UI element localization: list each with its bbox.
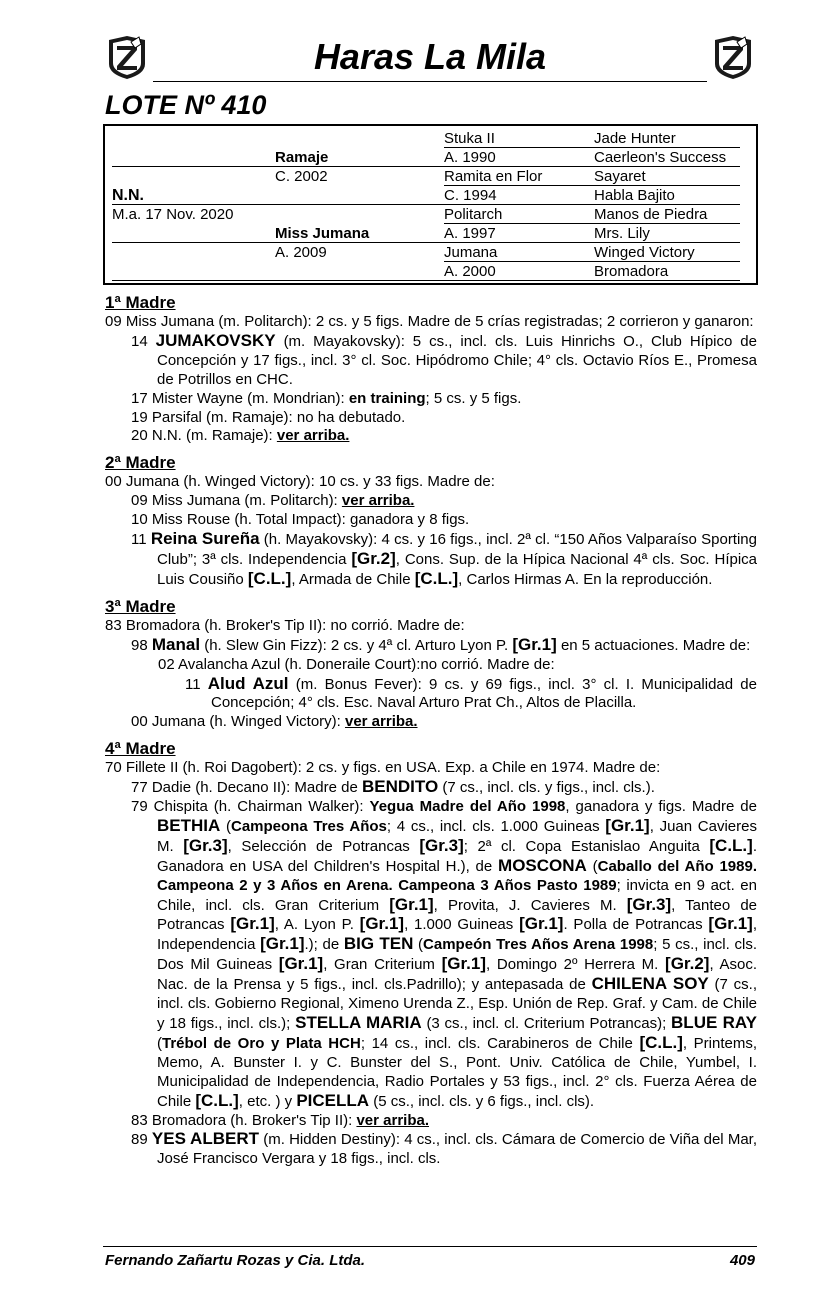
entry-text: ( bbox=[157, 1034, 162, 1052]
emphasis-text: PICELLA bbox=[296, 1090, 370, 1110]
pedigree-entry: 70 Fillete II (h. Roi Dagobert): 2 cs. y figs. en USA. Exp. a Chile en 1974. Madre de: bbox=[105, 759, 661, 777]
emphasis-text: en training bbox=[348, 389, 426, 407]
emphasis-text: [Gr.3] bbox=[419, 835, 464, 855]
entry-text: ; invicta en 9 act. en Chile, incl. cls. Gran Criterium bbox=[157, 876, 757, 914]
pedigree-entry bbox=[105, 332, 757, 390]
pedigree-table bbox=[103, 124, 758, 285]
entry-text: .); de bbox=[304, 936, 344, 954]
emphasis-text: Trébol de Oro y Plata HCH bbox=[162, 1034, 361, 1052]
emphasis-text: [C.L.] bbox=[709, 835, 753, 855]
emphasis-text: [C.L.] bbox=[247, 568, 292, 588]
emphasis-text: [C.L.] bbox=[639, 1032, 683, 1052]
pedigree-ancestor: Mrs. Lily bbox=[594, 225, 650, 242]
emphasis-text: BENDITO bbox=[361, 777, 439, 797]
entry-text: , Carlos Hirmas A. En la reproducción. bbox=[458, 570, 713, 588]
pedigree-ancestor: Winged Victory bbox=[594, 244, 695, 261]
entry-text: (m. Mayakovsky): 5 cs., incl. cls. Luis Hinrichs O., Club Hípico de Concepción y 17 figs., incl. 3° cl. Soc. Hipódromo Chile; 4° cls. Octavio Ríos E., Promesa de Potrillos en CHC. bbox=[157, 332, 757, 388]
entry-text: 89 bbox=[131, 1131, 152, 1149]
pedigree-ancestor: Ramita en Flor bbox=[444, 168, 543, 185]
pedigree-rule bbox=[444, 261, 740, 262]
pedigree-entry bbox=[105, 1130, 757, 1169]
pedigree-entry bbox=[105, 427, 757, 446]
pedigree-ancestor: Sayaret bbox=[594, 168, 646, 185]
pedigree-entry bbox=[105, 390, 757, 409]
emphasis-text: [Gr.2] bbox=[665, 954, 710, 974]
entry-text: . Ganadora en USA del Children's Hospital H.), de bbox=[157, 837, 757, 875]
header-rule bbox=[153, 81, 707, 82]
emphasis-text: STELLA MARIA bbox=[295, 1013, 422, 1032]
emphasis-text: [Gr.3] bbox=[183, 835, 228, 855]
pedigree-rule bbox=[444, 223, 740, 224]
emphasis-text: CHILENA SOY bbox=[591, 974, 709, 994]
lot-number: LOTE Nº 410 bbox=[105, 90, 267, 120]
pedigree-entry bbox=[105, 713, 757, 732]
entry-text: ; 14 cs., incl. cls. Carabineros de Chile bbox=[360, 1034, 640, 1052]
page-number: 409 bbox=[729, 1252, 755, 1269]
pedigree-entry bbox=[105, 675, 757, 714]
section-heading: 1ª Madre bbox=[105, 293, 176, 312]
pedigree-entry: 10 Miss Rouse (h. Total Impact): ganadora y 8 figs. bbox=[131, 511, 470, 529]
pedigree-ancestor: Manos de Piedra bbox=[594, 206, 708, 223]
pedigree-ancestor: Habla Bajito bbox=[594, 187, 675, 204]
pedigree-entry: 09 Miss Jumana (m. Politarch): 2 cs. y 5 figs. Madre de 5 crías registradas; 2 corrieron y ganaron: bbox=[105, 313, 754, 330]
entry-text: (h. Slew Gin Fizz): 2 cs. y 4ª cl. Arturo Lyon P. bbox=[200, 636, 513, 654]
pedigree-rule bbox=[444, 185, 740, 186]
entry-text: (h. Mayakovsky): 4 cs. y 16 figs., incl. 2ª cl. “150 Años Valparaíso Sporting Club”; 3ª cls. Independencia bbox=[157, 531, 757, 568]
footer-rule bbox=[103, 1246, 757, 1247]
entry-text: ( bbox=[586, 857, 598, 875]
emphasis-text: BETHIA bbox=[157, 815, 221, 835]
emphasis-text: Campeona Tres Años bbox=[230, 817, 387, 835]
pedigree-entry bbox=[105, 492, 757, 511]
entry-text: ; 4 cs., incl. cls. 1.000 Guineas bbox=[386, 817, 606, 835]
pedigree-entry: 00 Jumana (h. Winged Victory): 10 cs. y 33 figs. Madre de: bbox=[105, 473, 495, 491]
sire-name: Ramaje bbox=[275, 149, 329, 166]
entry-text: , ganadora y figs. Madre de bbox=[565, 798, 757, 816]
entry-text: 20 N.N. (m. Ramaje): bbox=[131, 427, 277, 445]
dam-year: A. 2009 bbox=[275, 244, 327, 261]
pedigree-ancestor: A. 1997 bbox=[444, 225, 496, 242]
entry-text: 09 Miss Jumana (m. Politarch): bbox=[131, 492, 342, 510]
emphasis-text: YES ALBERT bbox=[151, 1129, 259, 1149]
emphasis-text: [Gr.1] bbox=[519, 914, 564, 934]
page-header bbox=[103, 30, 757, 84]
entry-text: 14 bbox=[131, 332, 156, 350]
pedigree-ancestor: A. 1990 bbox=[444, 149, 496, 166]
emphasis-text: JUMAKOVSKY bbox=[155, 330, 276, 350]
entry-text: 77 Dadie (h. Decano II): Madre de bbox=[131, 779, 362, 797]
emphasis-text: [Gr.2] bbox=[351, 548, 396, 568]
pedigree-ancestor: Caerleon's Success bbox=[594, 149, 727, 166]
emphasis-text: MOSCONA bbox=[498, 855, 587, 875]
entry-text: ; 5 cs. y 5 figs. bbox=[425, 389, 522, 407]
emphasis-text: [Gr.1] bbox=[260, 934, 305, 954]
entry-text: , A. Lyon P. bbox=[274, 916, 360, 934]
pedigree-entry: 02 Avalancha Azul (h. Doneraile Court):no corrió. Madre de: bbox=[158, 655, 555, 673]
page-title: Haras La Mila bbox=[313, 36, 547, 77]
entry-text: (m. Hidden Destiny): 4 cs., incl. cls. Cámara de Comercio de Viña del Mar, José Francisco Vergara y 18 figs., incl. cls. bbox=[157, 1131, 757, 1168]
entry-text: , Independencia bbox=[157, 916, 757, 954]
sire-year: C. 2002 bbox=[275, 168, 328, 185]
entry-text: (5 cs., incl. cls. y 6 figs., incl. cls). bbox=[369, 1092, 595, 1110]
emphasis-text: [Gr.1] bbox=[278, 954, 324, 974]
emphasis-text: BLUE RAY bbox=[671, 1013, 757, 1032]
entry-text: 11 bbox=[185, 675, 208, 693]
emphasis-text: Campeón Tres Años Arena 1998 bbox=[423, 936, 654, 954]
entry-text: ; 2ª cl. Copa Estanislao Anguita bbox=[463, 837, 710, 855]
emphasis-text: [Gr.1] bbox=[359, 914, 405, 934]
pedigree-rule bbox=[112, 166, 740, 167]
footer-company: Fernando Zañartu Rozas y Cia. Ltda. bbox=[105, 1252, 366, 1269]
pedigree-entry bbox=[105, 798, 757, 1112]
pedigree-entry bbox=[105, 778, 757, 798]
cross-reference: ver arriba. bbox=[341, 492, 415, 510]
emphasis-text: [Gr.1] bbox=[441, 954, 487, 974]
emphasis-text: [Gr.1] bbox=[605, 815, 650, 835]
emphasis-text: BIG TEN bbox=[343, 934, 414, 954]
entry-text: , Domingo 2º Herrera M. bbox=[486, 956, 666, 974]
emphasis-text: Caballo del Año 1989. Campeona 2 y 3 Años en Arena. Campeona 3 Años Pasto 1989 bbox=[157, 857, 757, 894]
pedigree-entry: 83 Bromadora (h. Broker's Tip II): no corrió. Madre de: bbox=[105, 616, 465, 634]
emphasis-text: Alud Azul bbox=[207, 673, 289, 693]
entry-text: (m. Bonus Fever): 9 cs. y 69 figs., incl. 3° cl. I. Municipalidad de Concepción; 4° cls. Esc. Naval Arturo Prat Ch., Altos de Placilla. bbox=[211, 675, 757, 712]
entry-text: , Provita, J. Cavieres M. bbox=[433, 896, 627, 914]
pedigree-ancestor: C. 1994 bbox=[444, 187, 497, 204]
pedigree-ancestor: Politarch bbox=[444, 206, 503, 223]
entry-text: , 1.000 Guineas bbox=[404, 916, 520, 934]
entry-text: 79 Chispita (h. Chairman Walker): bbox=[131, 798, 370, 816]
pedigree-entry: 19 Parsifal (m. Ramaje): no ha debutado. bbox=[131, 408, 406, 426]
entry-text: 17 Mister Wayne (m. Mondrian): bbox=[131, 389, 349, 407]
entry-text: ( bbox=[220, 817, 231, 835]
entry-text: , etc. ) y bbox=[238, 1092, 297, 1110]
foal-name: N.N. bbox=[112, 187, 144, 204]
section-heading: 4ª Madre bbox=[105, 739, 176, 759]
section-heading: 3ª Madre bbox=[105, 596, 176, 616]
pedigree-ancestor: Bromadora bbox=[594, 263, 669, 280]
entry-text: 00 Jumana (h. Winged Victory): bbox=[131, 713, 345, 731]
entry-text: 83 Bromadora (h. Broker's Tip II): bbox=[131, 1111, 357, 1129]
emphasis-text: Reina Sureña bbox=[150, 529, 260, 549]
entry-text: (7 cs., incl. cls. y figs., incl. cls.). bbox=[438, 779, 655, 797]
emphasis-text: [Gr.3] bbox=[626, 894, 672, 914]
pedigree-ancestor: Jumana bbox=[444, 244, 498, 261]
entry-text: , Printems, Memo, A. Bunster I. y C. Bunster del S., Pont. Univ. Católica de Chile, Yumbel, I. Municipalidad de Independencia, Radio Portales y 53 figs., incl. 2° cls. Fuerza Aérea de Chile bbox=[157, 1034, 757, 1110]
entry-text: 98 bbox=[131, 636, 152, 654]
emphasis-text: [C.L.] bbox=[195, 1090, 239, 1110]
cross-reference: ver arriba. bbox=[356, 1111, 429, 1129]
cross-reference: ver arriba. bbox=[344, 713, 418, 731]
emphasis-text: [Gr.1] bbox=[230, 914, 275, 934]
entry-text: . Polla de Potrancas bbox=[563, 916, 709, 934]
entry-text: ; 5 cs., incl. cls. Dos Mil Guineas bbox=[157, 936, 757, 974]
pedigree-entry bbox=[105, 530, 757, 590]
entry-text: 11 bbox=[131, 531, 151, 549]
pedigree-rule bbox=[112, 204, 740, 205]
entry-text: , Selección de Potrancas bbox=[227, 837, 420, 855]
emphasis-text: [C.L.] bbox=[414, 568, 459, 588]
entry-text: , Gran Criterium bbox=[323, 956, 442, 974]
emphasis-text: Manal bbox=[151, 634, 201, 654]
emphasis-text: [Gr.1] bbox=[512, 634, 557, 654]
entry-text: , Tanteo de Potrancas bbox=[157, 896, 758, 934]
foal-info: M.a. 17 Nov. 2020 bbox=[112, 206, 234, 223]
pedigree-entry bbox=[105, 1112, 757, 1131]
entry-text: ( bbox=[413, 936, 424, 954]
pedigree-rule bbox=[112, 280, 740, 281]
pedigree-entry bbox=[105, 636, 757, 656]
section-heading: 2ª Madre bbox=[105, 453, 176, 473]
emphasis-text: Yegua Madre del Año 1998 bbox=[369, 798, 566, 816]
cross-reference: ver arriba. bbox=[276, 427, 350, 445]
entry-text: en 5 actuaciones. Madre de: bbox=[556, 636, 751, 654]
haras-logo-icon bbox=[711, 34, 755, 80]
entry-text: (7 cs., incl. cls. Gobierno Regional, Ximeno Urenda Z., Esp. Unión de Rep. Graf. y Cam. de Chile y 18 figs., incl. cls.); bbox=[157, 976, 758, 1032]
pedigree-ancestor: Jade Hunter bbox=[594, 130, 676, 147]
entry-text: , Juan Cavieres M. bbox=[157, 817, 757, 855]
entry-text: , Cons. Sup. de la Hípica Nacional 4ª cls. Soc. Hípica Luis Cousiño bbox=[157, 550, 757, 588]
pedigree-rule bbox=[444, 147, 740, 148]
pedigree-ancestor: Stuka II bbox=[444, 130, 495, 147]
entry-text: , Armada de Chile bbox=[291, 570, 415, 588]
entry-text: (3 cs., incl. cl. Criterium Potrancas); bbox=[421, 1015, 672, 1032]
entry-text: , Asoc. Nac. de la Prensa y 5 figs., incl. cls.Padrillo); y antepasada de bbox=[157, 956, 757, 994]
dam-name: Miss Jumana bbox=[275, 225, 370, 242]
emphasis-text: [Gr.1] bbox=[708, 914, 753, 934]
family-text bbox=[105, 293, 757, 1169]
pedigree-ancestor: A. 2000 bbox=[444, 263, 496, 280]
emphasis-text: [Gr.1] bbox=[389, 894, 434, 914]
pedigree-rule bbox=[112, 242, 740, 243]
